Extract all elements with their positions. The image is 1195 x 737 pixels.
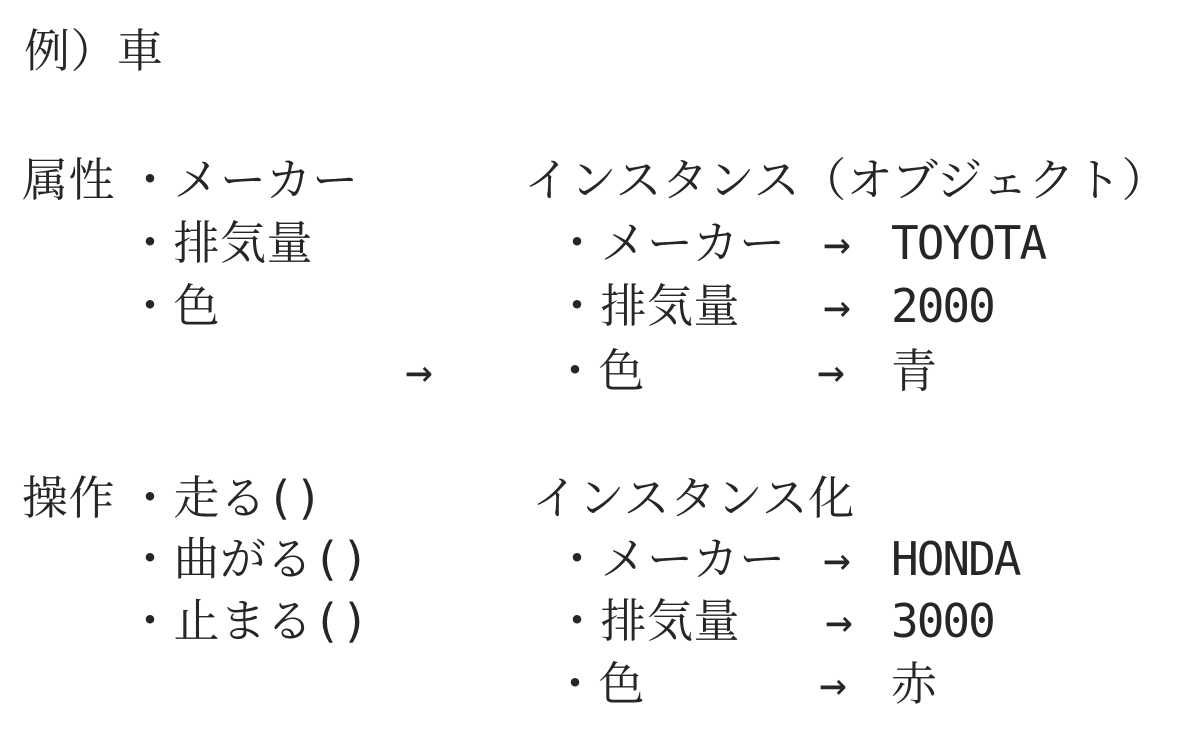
instance-row-value: TOYOTA (891, 216, 1046, 270)
instantiation-arrow-icon: → (405, 344, 433, 398)
instance-row-label: ・色 (552, 344, 645, 398)
attribute-item: ・色 (127, 279, 220, 333)
instance-row-label: ・メーカー (554, 216, 786, 270)
maps-to-arrow-icon: → (817, 344, 845, 398)
instantiation-header: インスタンス化 (532, 471, 855, 525)
operation-item: ・曲がる() (127, 532, 370, 586)
instance-row-value: 青 (891, 344, 938, 398)
attribute-item: ・メーカー (127, 153, 359, 207)
operation-item: ・止まる() (127, 594, 370, 648)
instance-row-label: ・排気量 (554, 279, 740, 333)
maps-to-arrow-icon: → (825, 594, 853, 648)
instantiation-row-label: ・排気量 (554, 594, 740, 648)
instantiation-row-label: ・色 (552, 657, 645, 711)
operations-label: 操作 (22, 471, 115, 525)
maps-to-arrow-icon: → (823, 279, 851, 333)
attributes-label: 属性 (22, 153, 115, 207)
instantiation-row-value: 赤 (891, 657, 938, 711)
maps-to-arrow-icon: → (823, 532, 851, 586)
maps-to-arrow-icon: → (819, 657, 847, 711)
maps-to-arrow-icon: → (823, 216, 851, 270)
instantiation-row-label: ・メーカー (554, 532, 786, 586)
instantiation-row-value: 3000 (891, 594, 994, 648)
instantiation-row-value: HONDA (891, 532, 1020, 586)
instance-header: インスタンス（オブジェクト） (524, 153, 1169, 207)
page-title: 例）車 (24, 24, 164, 78)
instance-row-value: 2000 (891, 279, 994, 333)
attribute-item: ・排気量 (127, 216, 313, 270)
operation-item: ・走る() (127, 471, 323, 525)
